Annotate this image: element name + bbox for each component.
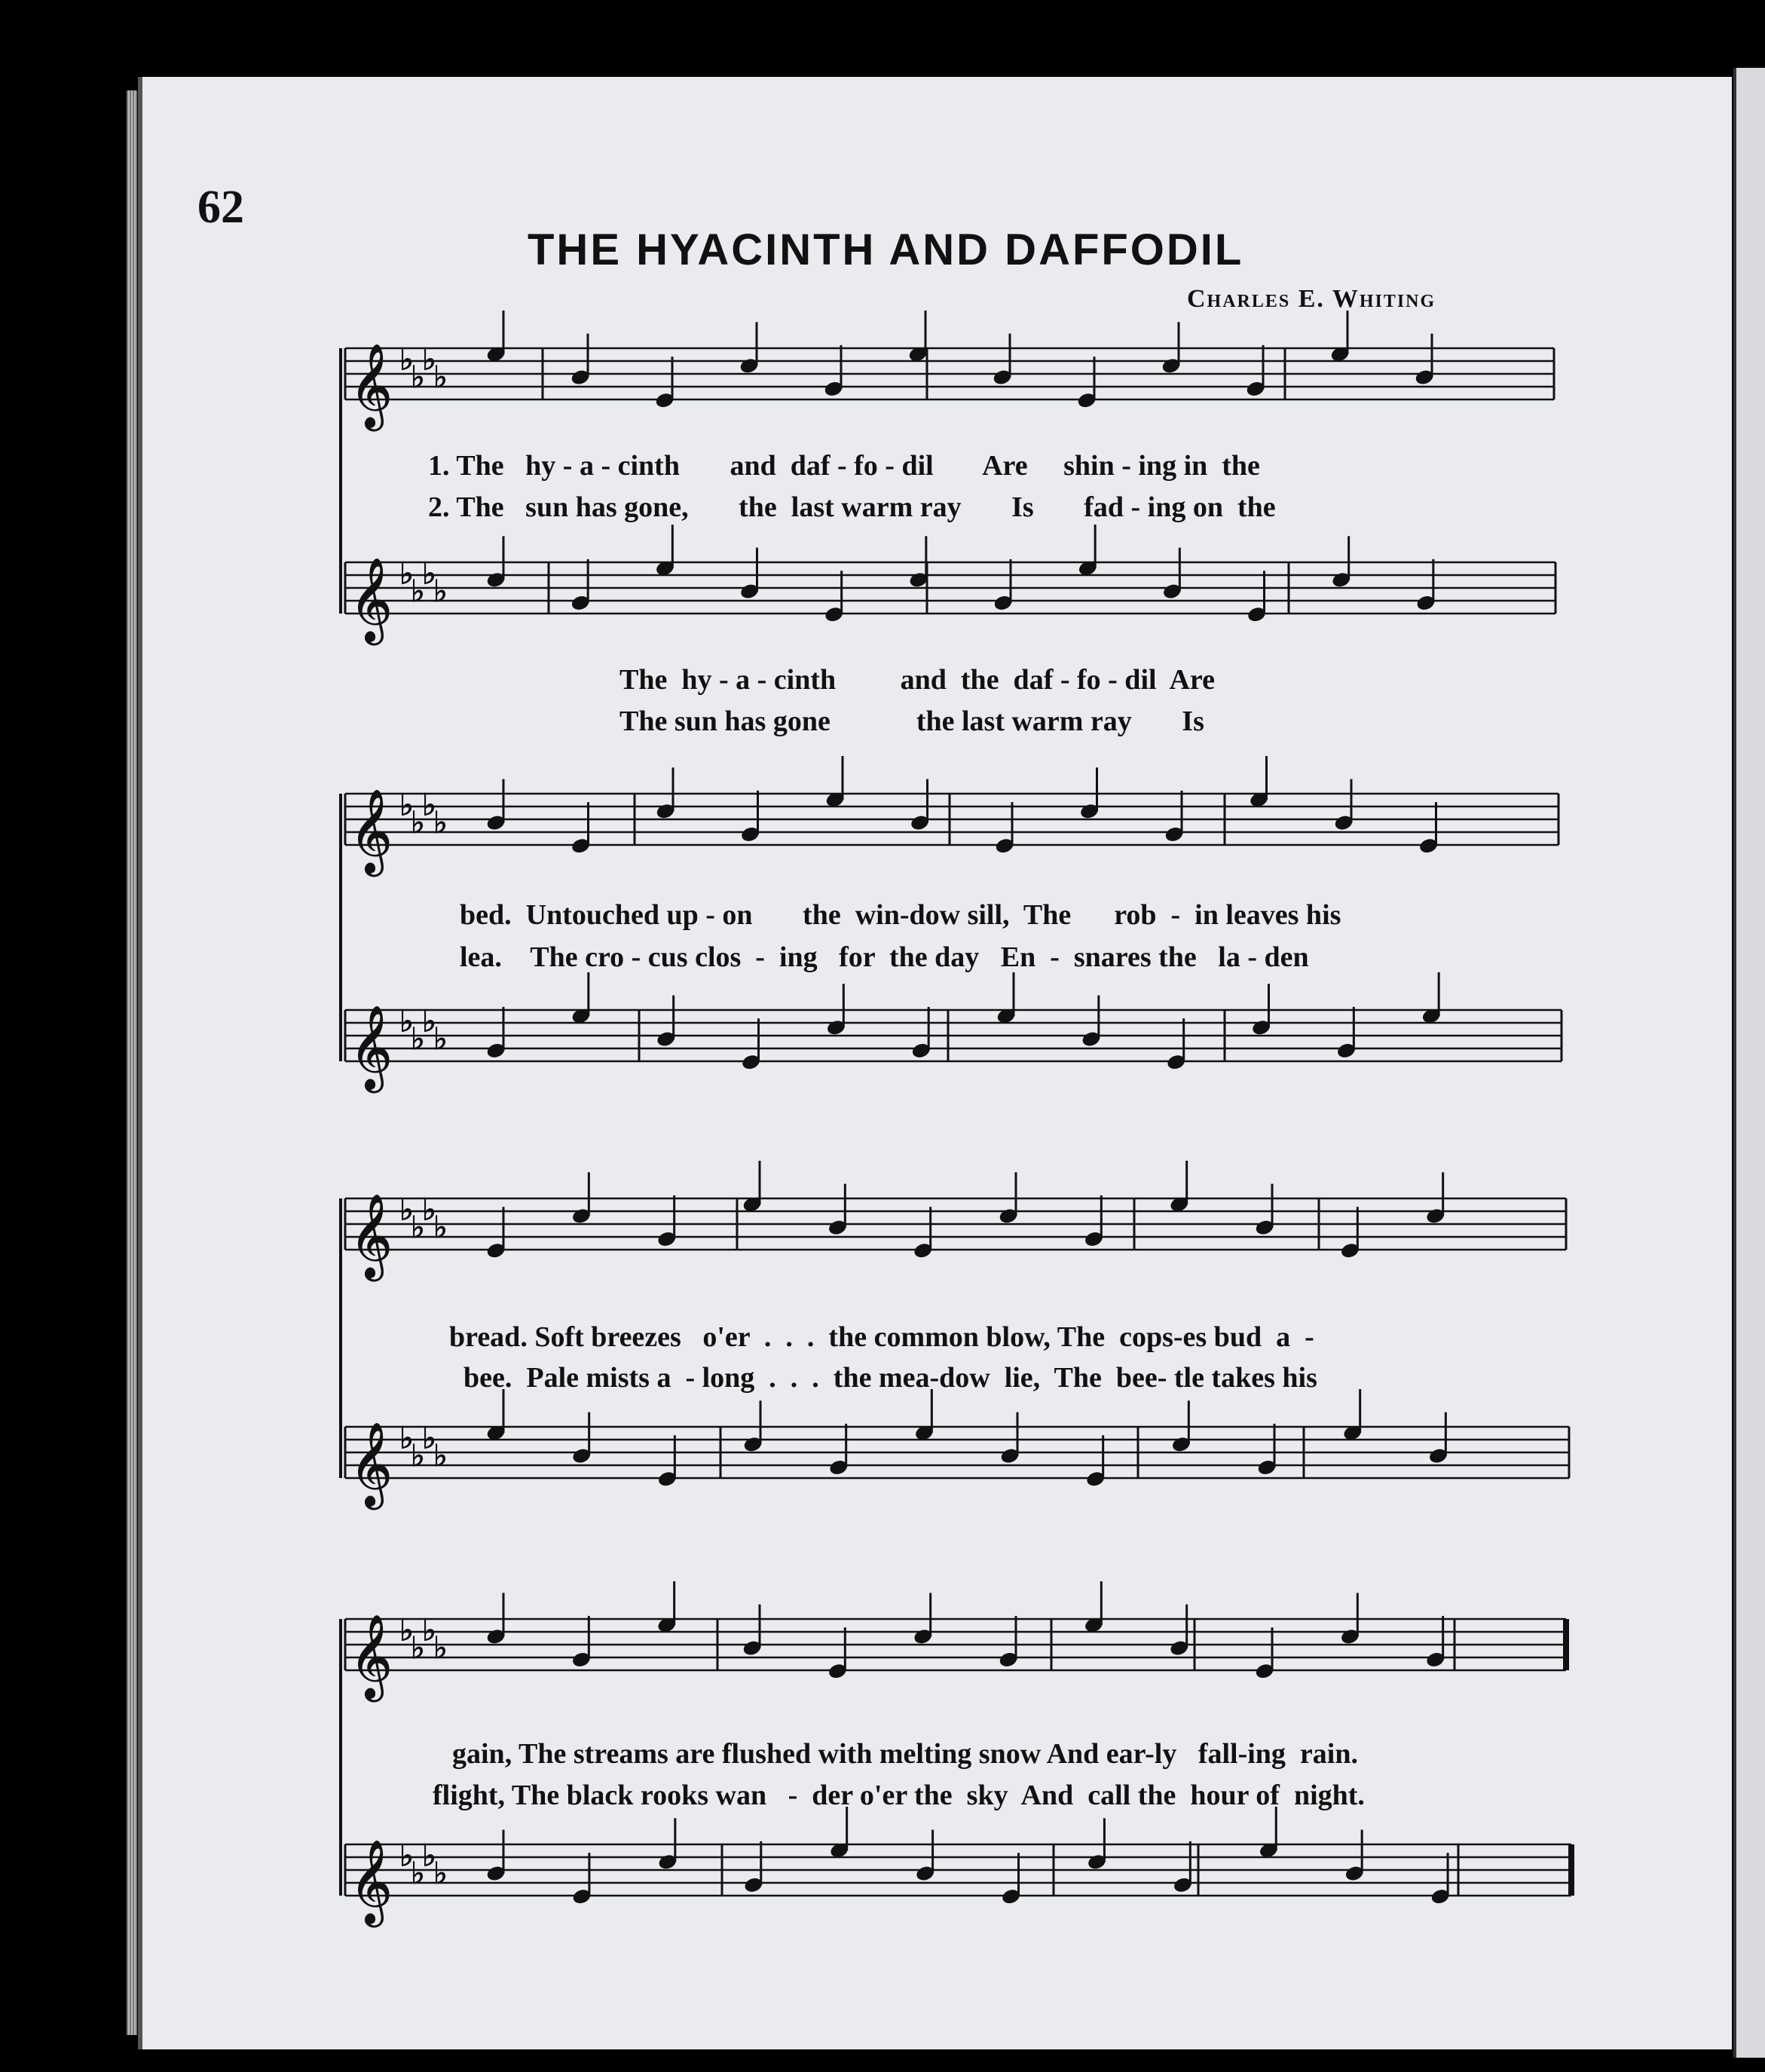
lyric-line: bed. Untouched up - on the win-dow sill, The rob - in leaves his <box>460 899 1341 931</box>
flat-icon: ♭ <box>411 1856 425 1892</box>
treble-clef-icon: 𝄞 <box>350 343 393 427</box>
flat-icon: ♭ <box>422 1613 436 1648</box>
lyric-line: gain, The streams are flushed with melting snow And ear-ly fall-ing rain. <box>452 1738 1358 1770</box>
flat-icon: ♭ <box>433 806 448 841</box>
flat-icon: ♭ <box>411 1439 425 1474</box>
flat-icon: ♭ <box>422 1004 436 1039</box>
flat-icon: ♭ <box>433 574 448 610</box>
lyric-line: The sun has gone the last warm ray Is <box>619 705 1204 737</box>
flat-icon: ♭ <box>399 1838 414 1874</box>
composer-credit: Charles E. Whiting <box>1187 285 1436 313</box>
flat-icon: ♭ <box>433 1022 448 1057</box>
flat-icon: ♭ <box>411 1022 425 1057</box>
flat-icon: ♭ <box>422 788 436 823</box>
flat-icon: ♭ <box>411 1631 425 1666</box>
lyric-line: bread. Soft breezes o'er . . . the common blow, The cops-es bud a - <box>449 1321 1314 1353</box>
lyric-line: 2. The sun has gone, the last warm ray Is fad - ing on the <box>428 491 1276 523</box>
lyric-line: lea. The cro - cus clos - ing for the day En - snares the la - den <box>460 941 1309 973</box>
flat-icon: ♭ <box>422 1421 436 1456</box>
lyric-line: flight, The black rooks wan - der o'er the sky And call the hour of night. <box>433 1780 1365 1811</box>
flat-icon: ♭ <box>399 1192 414 1228</box>
flat-icon: ♭ <box>433 1631 448 1666</box>
flat-icon: ♭ <box>399 342 414 378</box>
flat-icon: ♭ <box>433 1439 448 1474</box>
flat-icon: ♭ <box>422 556 436 592</box>
flat-icon: ♭ <box>433 1856 448 1892</box>
treble-clef-icon: 𝄞 <box>350 1193 393 1278</box>
flat-icon: ♭ <box>422 1838 436 1874</box>
page-number: 62 <box>197 182 244 233</box>
flat-icon: ♭ <box>433 1210 448 1246</box>
flat-icon: ♭ <box>422 342 436 378</box>
treble-clef-icon: 𝄞 <box>350 1839 393 1924</box>
flat-icon: ♭ <box>411 1210 425 1246</box>
song-title: THE HYACINTH AND DAFFODIL <box>528 225 1244 274</box>
lyric-line: 1. The hy - a - cinth and daf - fo - dil Are shin - ing in the <box>428 450 1260 482</box>
lyric-line: bee. Pale mists a - long . . . the mea-dow lie, The bee- tle takes his <box>449 1362 1317 1394</box>
treble-clef-icon: 𝄞 <box>350 1422 393 1506</box>
treble-clef-icon: 𝄞 <box>350 788 393 873</box>
flat-icon: ♭ <box>411 806 425 841</box>
flat-icon: ♭ <box>422 1192 436 1228</box>
flat-icon: ♭ <box>433 360 448 396</box>
flat-icon: ♭ <box>411 360 425 396</box>
flat-icon: ♭ <box>399 1421 414 1456</box>
flat-icon: ♭ <box>411 574 425 610</box>
flat-icon: ♭ <box>399 788 414 823</box>
treble-clef-icon: 𝄞 <box>350 1614 393 1698</box>
flat-icon: ♭ <box>399 1004 414 1039</box>
flat-icon: ♭ <box>399 556 414 592</box>
flat-icon: ♭ <box>399 1613 414 1648</box>
lyric-line: The hy - a - cinth and the daf - fo - dil Are <box>619 664 1215 696</box>
treble-clef-icon: 𝄞 <box>350 557 393 641</box>
treble-clef-icon: 𝄞 <box>350 1005 393 1089</box>
